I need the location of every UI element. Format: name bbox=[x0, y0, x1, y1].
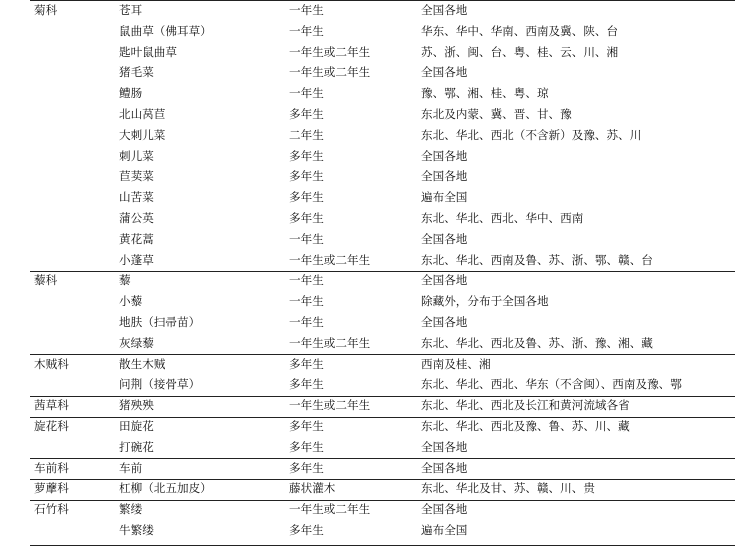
distribution-cell: 东北、华北及甘、苏、赣、川、贵 bbox=[421, 481, 595, 496]
plant-name-cell: 蒲公英 bbox=[119, 210, 154, 225]
table-row bbox=[30, 291, 735, 312]
family-cell: 藜科 bbox=[34, 273, 58, 288]
plant-name-cell: 地肤（扫帚苗） bbox=[119, 314, 201, 329]
family-cell: 茜草科 bbox=[34, 398, 69, 413]
life-cycle-cell: 一年生 bbox=[289, 86, 324, 101]
plant-table bbox=[30, 0, 735, 541]
table-row bbox=[30, 208, 735, 229]
group-divider bbox=[30, 271, 735, 272]
life-cycle-cell: 一年生或二年生 bbox=[289, 335, 371, 350]
plant-name-cell: 问荆（接骨草） bbox=[119, 377, 201, 392]
distribution-cell: 全国各地 bbox=[421, 502, 468, 517]
plant-name-cell: 打碗花 bbox=[119, 439, 154, 454]
plant-name-cell: 牛繁缕 bbox=[119, 522, 154, 537]
table-row bbox=[30, 437, 735, 458]
group-divider bbox=[30, 417, 735, 418]
table-row bbox=[30, 333, 735, 354]
group-divider bbox=[30, 479, 735, 480]
group-divider bbox=[30, 458, 735, 459]
table-top-rule bbox=[30, 0, 735, 1]
plant-name-cell: 繁缕 bbox=[119, 502, 143, 517]
table-bottom-rule bbox=[30, 545, 735, 546]
family-cell: 萝藦科 bbox=[34, 481, 69, 496]
distribution-cell: 东北、华北、西北及豫、鲁、苏、川、藏 bbox=[421, 418, 630, 433]
plant-name-cell: 匙叶鼠曲草 bbox=[119, 44, 177, 59]
table-row bbox=[30, 21, 735, 42]
distribution-cell: 全国各地 bbox=[421, 3, 468, 17]
plant-name-cell: 鳢肠 bbox=[119, 86, 143, 101]
table-row bbox=[30, 395, 735, 416]
life-cycle-cell: 多年生 bbox=[289, 106, 324, 121]
plant-name-cell: 北山莴苣 bbox=[119, 106, 166, 121]
group-divider bbox=[30, 500, 735, 501]
plant-name-cell: 散生木贼 bbox=[119, 356, 166, 371]
table-row bbox=[30, 83, 735, 104]
life-cycle-cell: 一年生或二年生 bbox=[289, 65, 371, 80]
family-cell: 旋花科 bbox=[34, 418, 69, 433]
distribution-cell: 全国各地 bbox=[421, 65, 468, 80]
plant-name-cell: 田旋花 bbox=[119, 418, 154, 433]
family-cell: 菊科 bbox=[34, 3, 58, 17]
distribution-cell: 全国各地 bbox=[421, 273, 468, 288]
plant-name-cell: 车前 bbox=[119, 460, 143, 475]
plant-name-cell: 杠柳（北五加皮） bbox=[119, 481, 212, 496]
family-cell: 石竹科 bbox=[34, 502, 69, 517]
table-row bbox=[30, 104, 735, 125]
life-cycle-cell: 多年生 bbox=[289, 356, 324, 371]
plant-name-cell: 小藜 bbox=[119, 294, 143, 309]
plant-name-cell: 猪毛菜 bbox=[119, 65, 154, 80]
life-cycle-cell: 多年生 bbox=[289, 169, 324, 184]
table-row bbox=[30, 478, 735, 499]
plant-name-cell: 灰绿藜 bbox=[119, 335, 154, 350]
distribution-cell: 东北、华北、西北及鲁、苏、浙、豫、湘、藏 bbox=[421, 335, 653, 350]
table-row bbox=[30, 62, 735, 83]
distribution-cell: 全国各地 bbox=[421, 460, 468, 475]
life-cycle-cell: 一年生 bbox=[289, 294, 324, 309]
life-cycle-cell: 二年生 bbox=[289, 127, 324, 142]
life-cycle-cell: 一年生 bbox=[289, 314, 324, 329]
life-cycle-cell: 多年生 bbox=[289, 460, 324, 475]
distribution-cell: 全国各地 bbox=[421, 231, 468, 246]
table-row bbox=[30, 520, 735, 541]
life-cycle-cell: 一年生 bbox=[289, 3, 324, 17]
table-row bbox=[30, 229, 735, 250]
table-row bbox=[30, 125, 735, 146]
table-row bbox=[30, 42, 735, 63]
life-cycle-cell: 一年生 bbox=[289, 273, 324, 288]
distribution-cell: 遍布全国 bbox=[421, 522, 468, 537]
life-cycle-cell: 一年生 bbox=[289, 23, 324, 38]
distribution-cell: 东北、华北、西南及鲁、苏、浙、鄂、赣、台 bbox=[421, 252, 653, 267]
distribution-cell: 全国各地 bbox=[421, 314, 468, 329]
plant-name-cell: 小蓬草 bbox=[119, 252, 154, 267]
distribution-cell: 遍布全国 bbox=[421, 190, 468, 205]
distribution-cell: 东北、华北、西北、华东（不含闽）、西南及豫、鄂 bbox=[421, 377, 682, 392]
distribution-cell: 东北、华北、西北、华中、西南 bbox=[421, 210, 584, 225]
plant-name-cell: 大刺儿菜 bbox=[119, 127, 166, 142]
life-cycle-cell: 多年生 bbox=[289, 418, 324, 433]
life-cycle-cell: 多年生 bbox=[289, 377, 324, 392]
life-cycle-cell: 一年生或二年生 bbox=[289, 502, 371, 517]
life-cycle-cell: 多年生 bbox=[289, 522, 324, 537]
table-row bbox=[30, 146, 735, 167]
table-row bbox=[30, 187, 735, 208]
distribution-cell: 全国各地 bbox=[421, 148, 468, 163]
life-cycle-cell: 多年生 bbox=[289, 148, 324, 163]
table-row bbox=[30, 374, 735, 395]
table-row bbox=[30, 0, 735, 21]
life-cycle-cell: 一年生或二年生 bbox=[289, 398, 371, 413]
plant-name-cell: 刺儿菜 bbox=[119, 148, 154, 163]
life-cycle-cell: 多年生 bbox=[289, 210, 324, 225]
distribution-cell: 西南及桂、湘 bbox=[421, 356, 491, 371]
distribution-cell: 东北、华北、西北（不含新）及豫、苏、川 bbox=[421, 127, 642, 142]
family-cell: 车前科 bbox=[34, 460, 69, 475]
plant-name-cell: 山苦菜 bbox=[119, 190, 154, 205]
distribution-cell: 全国各地 bbox=[421, 439, 468, 454]
table-row bbox=[30, 499, 735, 520]
life-cycle-cell: 一年生或二年生 bbox=[289, 252, 371, 267]
table-row bbox=[30, 250, 735, 271]
distribution-cell: 苏、浙、闽、台、粤、桂、云、川、湘 bbox=[421, 44, 619, 59]
distribution-cell: 除藏外，分布于全国各地 bbox=[421, 294, 549, 309]
plant-name-cell: 黄花蒿 bbox=[119, 231, 154, 246]
table-row bbox=[30, 312, 735, 333]
table-row bbox=[30, 458, 735, 479]
table-row bbox=[30, 354, 735, 375]
distribution-cell: 华东、华中、华南、西南及冀、陕、台 bbox=[421, 23, 619, 38]
distribution-cell: 东北及内蒙、冀、晋、甘、豫 bbox=[421, 106, 572, 121]
distribution-cell: 东北、华北、西北及长江和黄河流域各省 bbox=[421, 398, 630, 413]
group-divider bbox=[30, 396, 735, 397]
life-cycle-cell: 多年生 bbox=[289, 190, 324, 205]
life-cycle-cell: 一年生或二年生 bbox=[289, 44, 371, 59]
plant-name-cell: 藜 bbox=[119, 273, 131, 288]
plant-name-cell: 苍耳 bbox=[119, 3, 143, 17]
distribution-cell: 豫、鄂、湘、桂、粤、琼 bbox=[421, 86, 549, 101]
plant-name-cell: 苣荬菜 bbox=[119, 169, 154, 184]
plant-name-cell: 猪殃殃 bbox=[119, 398, 154, 413]
table-row bbox=[30, 416, 735, 437]
table-row bbox=[30, 166, 735, 187]
table-row bbox=[30, 270, 735, 291]
life-cycle-cell: 藤状灌木 bbox=[289, 481, 336, 496]
life-cycle-cell: 一年生 bbox=[289, 231, 324, 246]
life-cycle-cell: 多年生 bbox=[289, 439, 324, 454]
family-cell: 木贼科 bbox=[34, 356, 69, 371]
distribution-cell: 全国各地 bbox=[421, 169, 468, 184]
plant-name-cell: 鼠曲草（佛耳草） bbox=[119, 23, 212, 38]
group-divider bbox=[30, 354, 735, 355]
